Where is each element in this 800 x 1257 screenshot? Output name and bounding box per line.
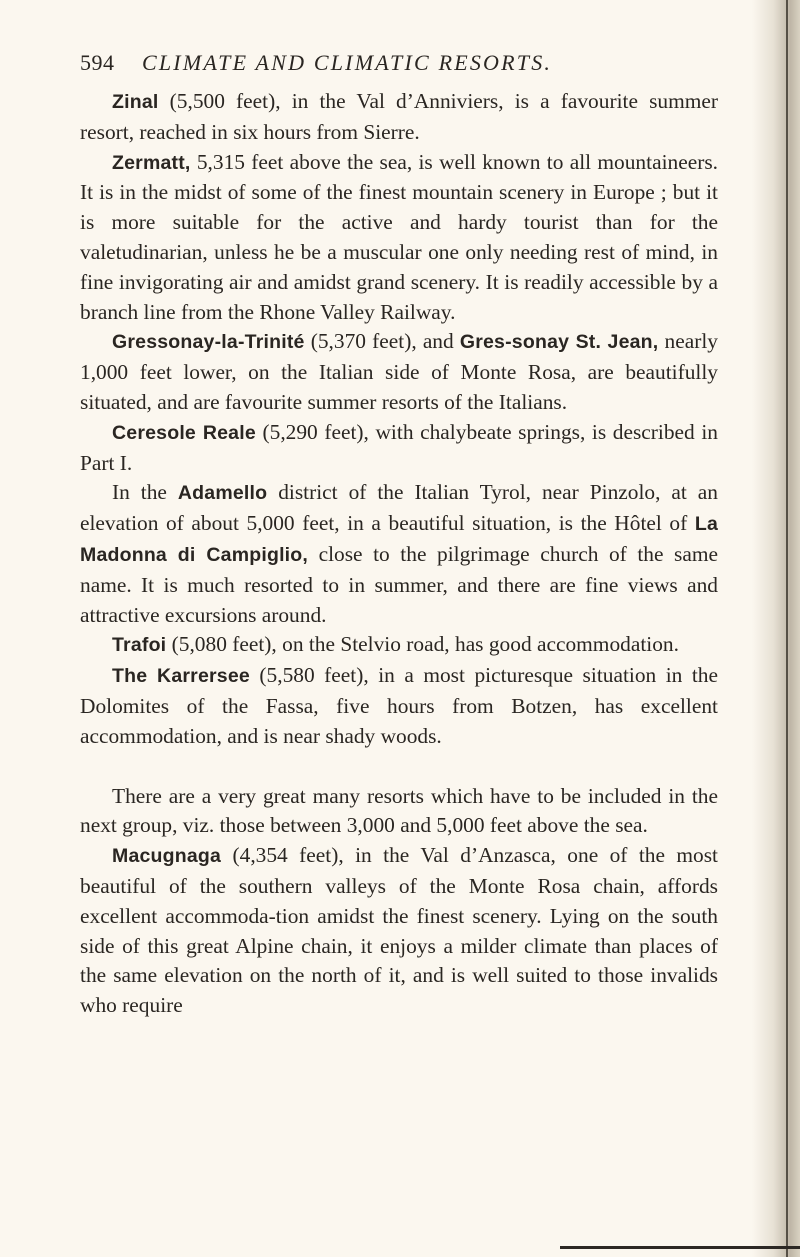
resort-name: Zermatt, — [112, 151, 191, 174]
paragraph-trafoi — [80, 630, 718, 661]
paragraph-ceresole — [80, 418, 718, 479]
paragraph-adamello — [80, 478, 718, 630]
body-text — [80, 87, 718, 1021]
binding-gutter — [752, 0, 800, 1257]
page-header — [80, 50, 720, 80]
paragraph-text: (5,370 feet), and — [304, 329, 460, 354]
resort-name: Zinal — [112, 91, 159, 113]
resort-name: Trafoi — [112, 634, 167, 657]
resort-name: Macugnaga — [112, 845, 222, 868]
paragraph-text: (5,580 feet), in a most picturesque situation in the Dolomites of the Fassa, five hours from Botzen, has excellent accommodation, and is near shady woods. — [80, 663, 718, 748]
paragraph-macugnaga — [80, 841, 718, 1021]
paragraph-karrersee — [80, 661, 718, 751]
paragraph-text: In the — [112, 480, 178, 505]
resort-name: Adamello — [177, 482, 268, 505]
page-number: 594 — [80, 50, 115, 75]
running-title: CLIMATE AND CLIMATIC RESORTS. — [142, 50, 553, 75]
paragraph-text: (5,290 feet), with chalybeate springs, is described in Part I. — [80, 419, 718, 475]
paragraph-text: There are a very great many resorts which have to be included in the next group, viz. those between 3,000 and 5,000 feet above the sea. — [80, 783, 718, 838]
binding-edge-line — [786, 0, 788, 1257]
resort-name: The Karrersee — [112, 665, 250, 688]
resort-name: Gres-sonay St. Jean, — [459, 331, 659, 354]
paragraph-text: nearly 1,000 feet lower, on the Italian side of Monte Rosa, are beautifully situated, and are favourite summer resorts of the Italians. — [80, 329, 718, 414]
paragraph-text: (5,080 feet), on the Stelvio road, has good accommodation. — [166, 632, 679, 657]
paragraph-gressonay — [80, 327, 718, 417]
resort-name: Ceresole Reale — [112, 421, 256, 444]
paragraph-text: 5,315 feet above the sea, is well known to all mountaineers. It is in the midst of some of the finest mountain scenery in Europe ; but it is more suitable for the active and hardy tourist than for the valetudinarian, unless he be a muscular one only needing rest of mind, in fine invigorating air and amidst grand scenery. It is readily accessible by a branch line from the Rhone Valley Railway. — [80, 149, 718, 324]
resort-name: La Madonna di Campiglio, — [80, 513, 718, 566]
paragraph-text: (5,500 feet), in the Val d’Anniviers, is a favourite summer resort, reached in six hours from Sierre. — [80, 89, 718, 144]
paragraph-next-group — [80, 782, 718, 842]
paragraph-text: close to the pilgrimage church of the same name. It is much resorted to in summer, and there are fine views and attractive excursions around. — [80, 541, 718, 627]
paragraph-zermatt — [80, 148, 718, 328]
paragraph-text: (4,354 feet), in the Val d’Anzasca, one of the most beautiful of the southern valleys of the Monte Rosa chain, affords excellent accommoda-tion amidst the finest scenery. Lying on the south side of this great Alpine chain, it enjoys a milder climate than places of the same elevation on the north of it, and is well suited to those invalids who require — [80, 843, 718, 1018]
resort-name: Gressonay-la-Trinité — [112, 331, 305, 354]
paragraph-zinal — [80, 87, 718, 148]
bottom-edge-rule — [560, 1246, 800, 1249]
paragraph-text: district of the Italian Tyrol, near Pinzolo, at an elevation of about 5,000 feet, in a beautiful situation, is the Hôtel of — [80, 480, 718, 536]
